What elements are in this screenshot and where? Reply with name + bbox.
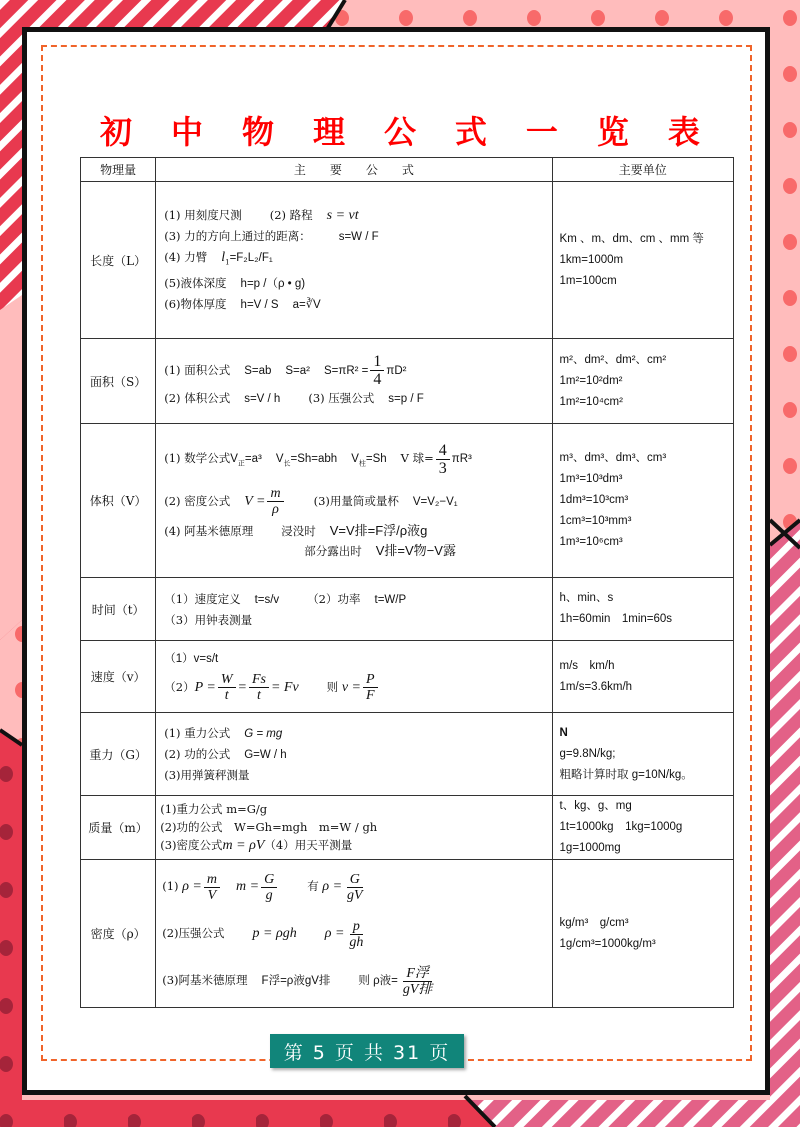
formula-text: (6)物体厚度 bbox=[164, 296, 227, 311]
unit-cell bbox=[552, 339, 733, 424]
formula-math: V 球= bbox=[400, 451, 434, 466]
formula-text: (3) 力的方向上通过的距离： bbox=[164, 229, 311, 244]
formula-text: (3)用弹簧秤测量 bbox=[164, 768, 250, 782]
table-row bbox=[81, 641, 734, 713]
formula-math: S=πR² = bbox=[324, 364, 369, 377]
unit-text: h、min、s bbox=[559, 592, 614, 604]
formula-text: (1) bbox=[162, 879, 179, 893]
formula-math: = bbox=[237, 679, 247, 695]
unit-text: 1m²=10⁴cm² bbox=[559, 395, 623, 408]
unit-text: 1m²=10²dm² bbox=[559, 374, 623, 387]
quantity-cell: 时间（t） bbox=[81, 578, 156, 641]
formula-text: 浸没时 bbox=[281, 523, 316, 538]
title-char: 一 bbox=[525, 113, 558, 151]
formula-text: (2) 体积公式 bbox=[164, 391, 231, 406]
formula-math: S=a² bbox=[285, 364, 311, 377]
unit-cell bbox=[552, 578, 733, 641]
formula-math: l bbox=[221, 250, 226, 266]
unit-text: 1km=1000m bbox=[559, 253, 624, 266]
quantity-cell: 面积（S） bbox=[81, 339, 156, 424]
unit-text: Km 、m、dm、cm 、mm 等 bbox=[559, 232, 704, 245]
table-row bbox=[81, 424, 734, 578]
formula-math: V=V排=F浮/ρ液g bbox=[329, 522, 428, 538]
formula-text: (4) 阿基米德原理 bbox=[164, 523, 254, 538]
formula-text: (3)用量筒或量杯 bbox=[313, 493, 399, 508]
formula-math: m = bbox=[236, 879, 260, 894]
formula-math: a=∛V bbox=[292, 298, 321, 311]
formula-math: ρ = bbox=[322, 879, 343, 894]
quantity-cell: 重力（G） bbox=[81, 713, 156, 796]
unit-text: 1m/s=3.6km/h bbox=[559, 680, 633, 693]
formula-math: ρ = bbox=[324, 926, 345, 941]
formula-text: （2） bbox=[164, 679, 195, 694]
formula-text: (2) 密度公式 bbox=[164, 493, 231, 508]
fraction: $\frac{G}{g}$ bbox=[261, 872, 277, 903]
fraction: $\frac{m}{\rho}$ bbox=[267, 486, 283, 517]
formula-math: v = bbox=[341, 679, 361, 695]
formula-cell bbox=[156, 578, 552, 641]
unit-text: 粗略计算时取 g=10N/kg。 bbox=[559, 768, 693, 781]
formula-text: (1) 用刻度尺测 bbox=[164, 208, 242, 223]
formula-math: S=ab bbox=[244, 364, 272, 377]
formula-cell bbox=[156, 860, 552, 1008]
formula-math: P = bbox=[194, 679, 216, 695]
title-char: 物 bbox=[241, 113, 274, 151]
page-indicator: 第 5 页 共 31 页 bbox=[270, 1034, 464, 1068]
unit-text: g=9.8N/kg; bbox=[559, 747, 616, 760]
subscript: 正 bbox=[237, 459, 245, 468]
quantity-cell: 长度（L） bbox=[81, 182, 156, 339]
unit-text: 1g/cm³=1000kg/m³ bbox=[559, 937, 656, 950]
unit-text: m/s km/h bbox=[559, 659, 615, 672]
fraction: $\frac{Fs}{t}$ bbox=[249, 672, 269, 703]
formula-math: =Sh=abh bbox=[290, 453, 338, 466]
subscript: 长 bbox=[283, 459, 291, 468]
formula-text: （3）用钟表测量 bbox=[164, 612, 253, 627]
title-char: 公 bbox=[383, 113, 416, 151]
formula-math: G=W / h bbox=[244, 749, 287, 761]
formula-text: 则 bbox=[326, 679, 339, 694]
page-title bbox=[100, 110, 700, 154]
formula-math: = Fv bbox=[270, 679, 299, 695]
formula-text: (5)液体深度 bbox=[164, 275, 227, 290]
formula-table bbox=[80, 157, 734, 1008]
table-row bbox=[81, 578, 734, 641]
formula-math: V=V₂−V₁ bbox=[412, 495, 458, 508]
header-quantity: 物理量 bbox=[81, 158, 156, 182]
unit-text: 1m³=10⁶cm³ bbox=[559, 536, 623, 548]
title-char: 中 bbox=[170, 113, 203, 151]
quantity-cell: 质量（m） bbox=[81, 796, 156, 860]
formula-math: F浮=ρ液gV排 bbox=[261, 975, 331, 987]
unit-text: 1m=100cm bbox=[559, 274, 617, 287]
formula-text: (1) 面积公式 bbox=[164, 362, 231, 377]
formula-math: =Sh bbox=[365, 453, 387, 466]
formula-text: (3) 压强公式 bbox=[308, 391, 375, 406]
unit-text: N bbox=[559, 726, 568, 739]
formula-text: (2)功的公式 W=Gh=mgh m=W / gh bbox=[160, 820, 378, 834]
formula-cell bbox=[156, 641, 552, 713]
unit-text: kg/m³ g/cm³ bbox=[559, 916, 629, 929]
formula-math: s = vt bbox=[326, 208, 359, 224]
quantity-cell: 密度（ρ） bbox=[81, 860, 156, 1008]
formula-math: p = ρgh bbox=[252, 926, 297, 941]
table-row bbox=[81, 796, 734, 860]
formula-math: V = bbox=[244, 493, 266, 509]
table-header-row bbox=[81, 158, 734, 182]
formula-math: （1）v=s/t bbox=[164, 652, 219, 665]
formula-math: πR³ bbox=[451, 453, 472, 466]
formula-cell bbox=[156, 796, 552, 860]
fraction: $\frac{W}{t}$ bbox=[218, 672, 236, 703]
title-char: 览 bbox=[596, 113, 629, 151]
formula-math: 则 ρ液= bbox=[358, 975, 398, 987]
unit-text: m²、dm²、dm²、cm² bbox=[559, 353, 667, 366]
unit-cell bbox=[552, 641, 733, 713]
formula-text: 部分露出时 bbox=[304, 543, 362, 558]
formula-text: (2) 路程 bbox=[269, 208, 313, 223]
formula-math: =a³ bbox=[244, 453, 262, 466]
table-row bbox=[81, 713, 734, 796]
fraction: $\frac{G}{gV}$ bbox=[347, 871, 363, 903]
formula-text: (2) 功的公式 bbox=[164, 747, 231, 761]
formula-text: （4）用天平测量 bbox=[264, 838, 353, 852]
quantity-cell: 速度（v） bbox=[81, 641, 156, 713]
formula-text: （2）功率 bbox=[307, 591, 361, 606]
subscript: 柱 bbox=[358, 459, 366, 468]
table-row bbox=[81, 860, 734, 1008]
formula-math: s=W / F bbox=[338, 231, 379, 244]
formula-math: G = mg bbox=[244, 728, 283, 740]
unit-cell bbox=[552, 713, 733, 796]
formula-math: s=V / h bbox=[244, 393, 281, 406]
formula-cell bbox=[156, 424, 552, 578]
formula-math: s=p / F bbox=[388, 393, 424, 406]
title-char: 表 bbox=[667, 113, 700, 151]
formula-text: (2)压强公式 bbox=[162, 926, 225, 940]
unit-text: 1t=1000kg 1kg=1000g bbox=[559, 821, 683, 833]
formula-cell bbox=[156, 713, 552, 796]
formula-math: πD² bbox=[386, 364, 407, 377]
fraction: $\frac{\text{F浮}}{\text{gV排}}$ bbox=[402, 965, 433, 997]
unit-text: 1h=60min 1min=60s bbox=[559, 613, 673, 625]
formula-math: m = ρV bbox=[222, 838, 265, 853]
unit-text: 1g=1000mg bbox=[559, 842, 621, 854]
formula-text: (1) 数学公式 bbox=[164, 451, 231, 466]
fraction: $\frac{4}{3}$ bbox=[436, 442, 450, 477]
formula-math: V排=V物−V露 bbox=[375, 542, 456, 558]
unit-text: 1m³=10³dm³ bbox=[559, 473, 623, 485]
unit-cell bbox=[552, 860, 733, 1008]
table-row bbox=[81, 339, 734, 424]
formula-math: ρ = bbox=[182, 879, 202, 894]
formula-math: t=s/v bbox=[254, 593, 280, 606]
quantity-cell: 体积（V） bbox=[81, 424, 156, 578]
title-char: 式 bbox=[454, 113, 487, 151]
header-units: 主要单位 bbox=[552, 158, 733, 182]
table-row bbox=[81, 182, 734, 339]
formula-math: V bbox=[275, 453, 284, 466]
formula-text: (4) 力臂 bbox=[164, 250, 208, 265]
formula-math: V bbox=[230, 453, 238, 466]
formula-math: V bbox=[351, 453, 359, 466]
unit-text: 1cm³=10³mm³ bbox=[559, 515, 632, 527]
formula-math: t=W/P bbox=[374, 593, 407, 606]
title-char: 初 bbox=[100, 113, 133, 151]
formula-text: （1）速度定义 bbox=[164, 591, 241, 606]
formula-text: (1) 重力公式 bbox=[164, 726, 231, 740]
fraction: $\frac{p}{gh}$ bbox=[349, 918, 364, 950]
unit-text: m³、dm³、dm³、cm³ bbox=[559, 452, 667, 464]
unit-cell bbox=[552, 796, 733, 860]
unit-text: t、kg、g、mg bbox=[559, 800, 632, 812]
formula-cell bbox=[156, 339, 552, 424]
fraction: $\frac{m}{V}$ bbox=[204, 872, 220, 903]
formula-text: (3)阿基米德原理 bbox=[162, 973, 248, 987]
header-formulas: 主 要 公 式 bbox=[156, 158, 552, 182]
formula-text: 有 bbox=[307, 879, 319, 893]
unit-cell bbox=[552, 182, 733, 339]
formula-math: =F₂L₂/F₁ bbox=[229, 252, 273, 265]
unit-text: 1dm³=10³cm³ bbox=[559, 494, 629, 506]
formula-text: (1)重力公式 m=G/g bbox=[160, 802, 268, 816]
formula-math: h=p /（ρ • g) bbox=[240, 277, 306, 290]
formula-math: h=V / S bbox=[240, 298, 279, 311]
fraction: $\frac{1}{4}$ bbox=[370, 353, 384, 388]
title-char: 理 bbox=[312, 113, 345, 151]
unit-cell bbox=[552, 424, 733, 578]
fraction: $\frac{P}{F}$ bbox=[363, 672, 378, 703]
formula-text: (3)密度公式 bbox=[160, 838, 223, 852]
formula-cell: (1) 用刻度尺测 (2) 路程 s = vt (3) 力的方向上通过的距离： s=W / F (4) 力臂 $l_1=F_2L_2/F_1$ (5)液体深度 h=p /（ρ • g) (6)物体厚度 h=V / S a=∛V bbox=[156, 182, 552, 339]
